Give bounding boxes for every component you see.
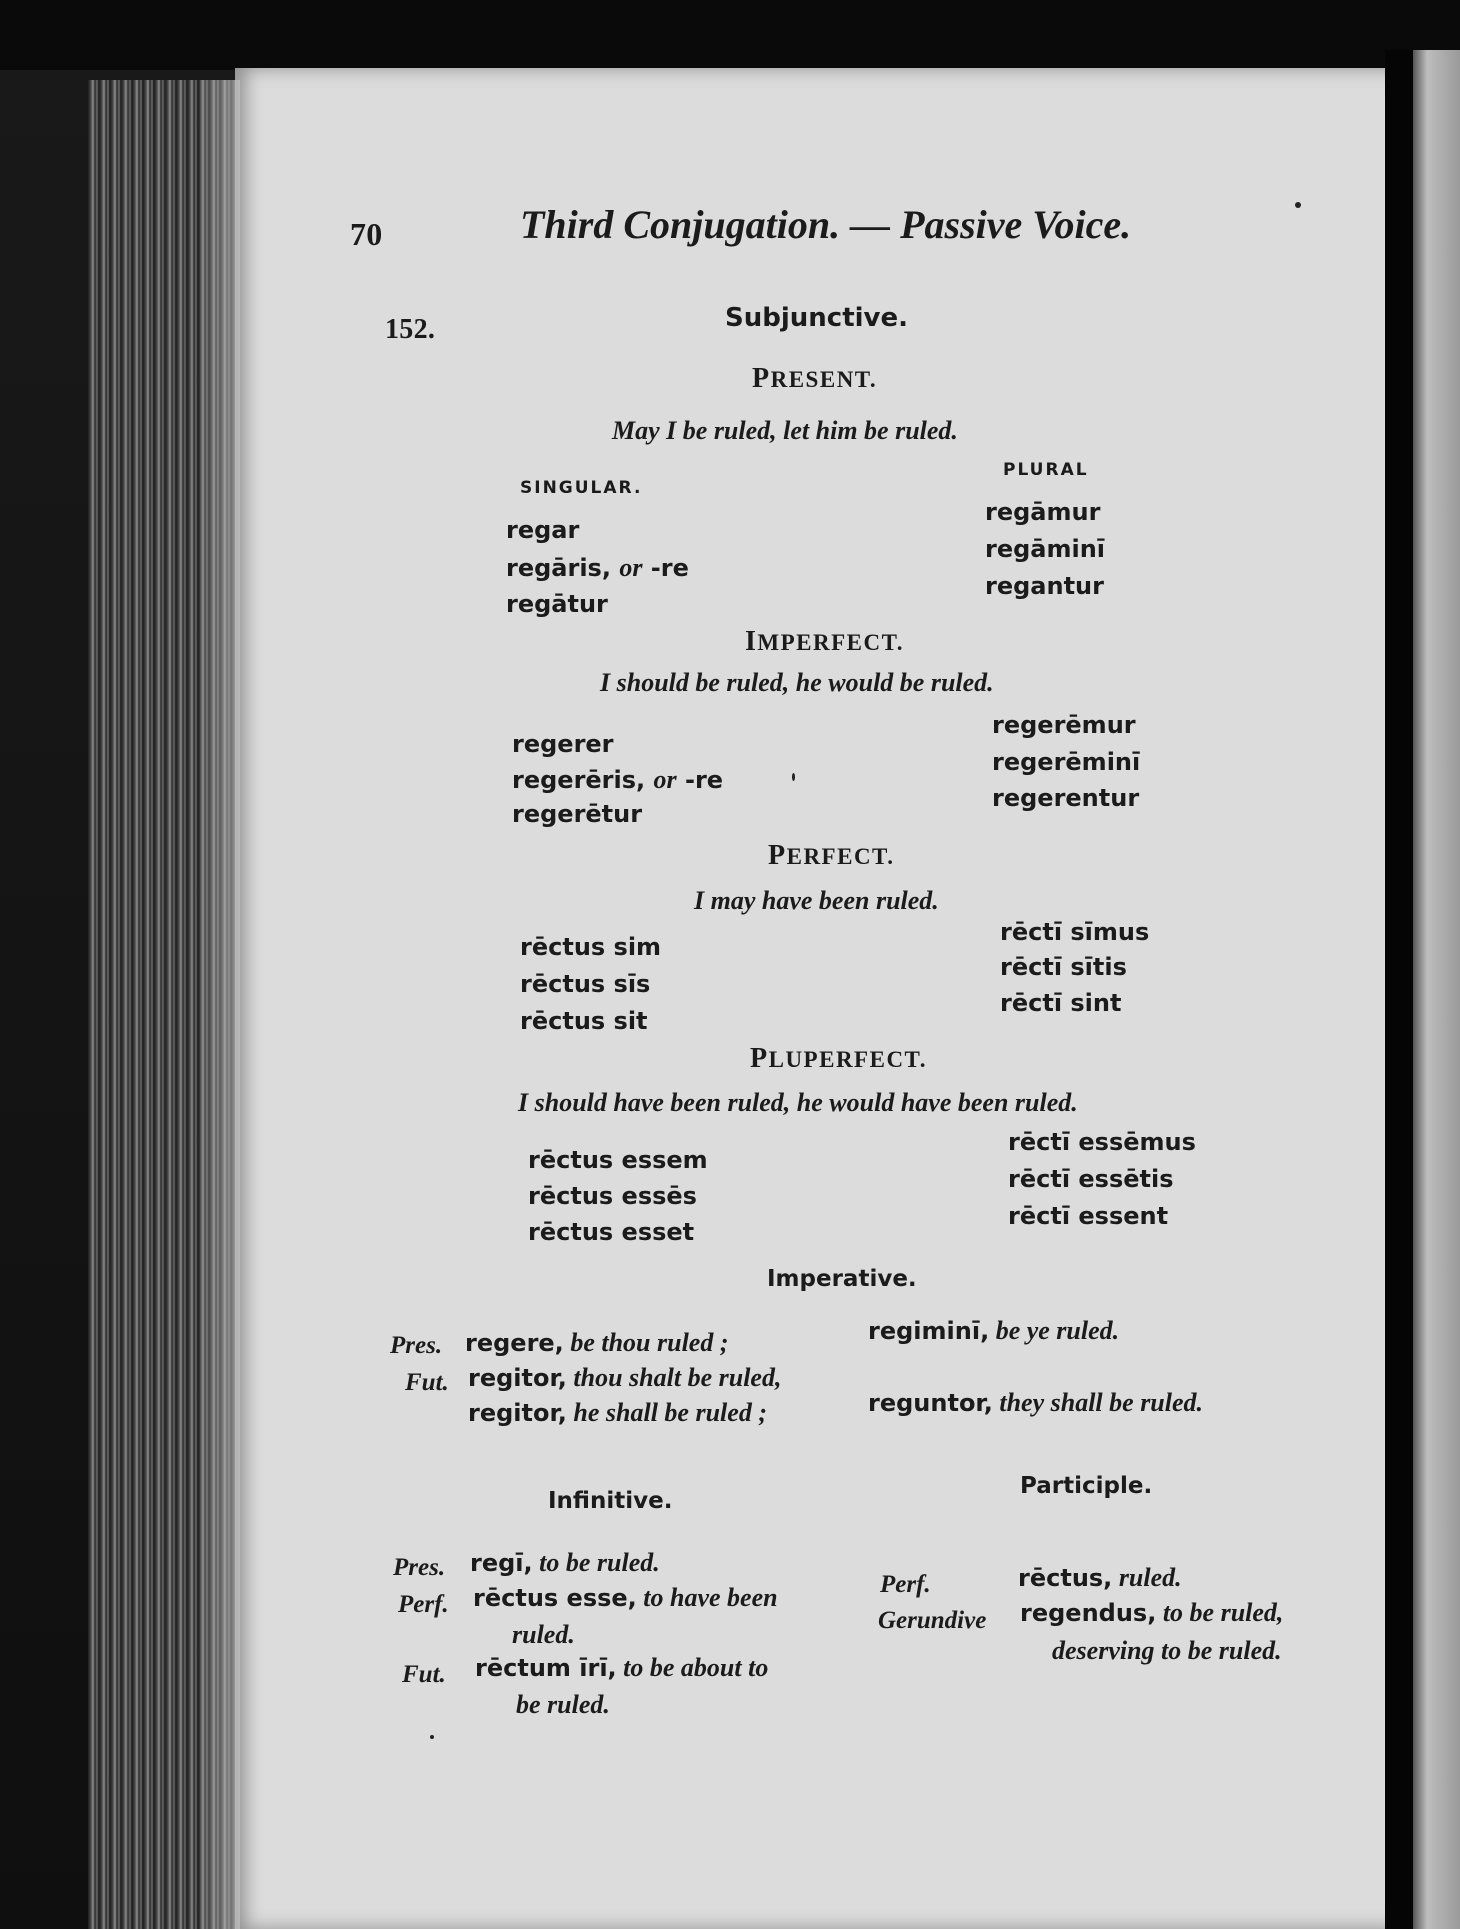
pluperfect-plural-1: rēctī essēmus [1008, 1128, 1196, 1156]
pluperfect-plural-3: rēctī essent [1008, 1202, 1169, 1230]
plural-label: PLURAL [1003, 460, 1089, 480]
page-number: 70 [350, 216, 383, 252]
pluperfect-singular-2: rēctus essēs [528, 1182, 697, 1210]
mood-heading-imperative: Imperative. [767, 1266, 917, 1292]
imperative-pres-singular: regere, be thou ruled ; [465, 1328, 729, 1357]
scan-speck [1295, 202, 1301, 208]
participle-gerundive: regendus, to be ruled, [1020, 1598, 1284, 1627]
perfect-singular-1: rēctus sim [520, 933, 662, 961]
present-translation: May I be ruled, let him be ruled. [612, 416, 958, 445]
pluperfect-singular-3: rēctus esset [528, 1218, 695, 1246]
infinitive-pres-label: Pres. [393, 1554, 446, 1581]
running-title: Third Conjugation. — Passive Voice. [520, 202, 1132, 247]
perfect-translation: I may have been ruled. [694, 886, 939, 915]
infinitive-perf-gloss-cont: ruled. [512, 1620, 575, 1649]
participle-perf: rēctus, ruled. [1018, 1563, 1182, 1592]
present-singular-2: regāris, or -re [506, 553, 689, 582]
perfect-plural-3: rēctī sint [1000, 989, 1122, 1017]
tense-heading-pluperfect: PLUPERFECT. [750, 1043, 927, 1074]
participle-gerundive-label: Gerundive [878, 1607, 987, 1634]
imperfect-translation: I should be ruled, he would be ruled. [600, 668, 994, 697]
infinitive-perf-label: Perf. [398, 1591, 449, 1618]
present-plural-2: regāminī [985, 535, 1106, 563]
imperfect-singular-3: regerētur [512, 800, 643, 828]
infinitive-fut-gloss-cont: be ruled. [516, 1690, 610, 1719]
participle-heading: Participle. [1020, 1473, 1153, 1499]
present-singular-1: regar [506, 516, 580, 544]
imperative-pres-label: Pres. [390, 1332, 443, 1359]
next-page-edge [1413, 50, 1460, 1929]
infinitive-heading: Infinitive. [548, 1488, 673, 1514]
perfect-singular-2: rēctus sīs [520, 970, 651, 998]
perfect-plural-2: rēctī sītis [1000, 953, 1127, 981]
pluperfect-singular-1: rēctus essem [528, 1146, 708, 1174]
imperfect-plural-2: regerēminī [992, 748, 1141, 776]
present-plural-3: regantur [985, 572, 1104, 600]
tense-heading-perfect: PERFECT. [768, 840, 895, 871]
present-plural-1: regāmur [985, 498, 1101, 526]
tense-heading-present: PRESENT. [752, 363, 878, 394]
imperfect-singular-1: regerer [512, 730, 614, 758]
perfect-plural-1: rēctī sīmus [1000, 918, 1150, 946]
imperfect-singular-2: regerēris, or -re [512, 765, 724, 794]
pluperfect-translation: I should have been ruled, he would have been ruled. [518, 1088, 1078, 1117]
page-gutter [1385, 50, 1413, 1929]
binding-shadow [200, 80, 240, 1929]
participle-gerundive-gloss-cont: deserving to be ruled. [1052, 1636, 1282, 1665]
participle-perf-label: Perf. [880, 1571, 931, 1598]
tense-heading-imperfect: IMPERFECT. [745, 626, 904, 657]
infinitive-fut: rēctum īrī, to be about to [475, 1653, 769, 1682]
singular-label: SINGULAR. [520, 478, 643, 498]
imperative-fut-plural: reguntor, they shall be ruled. [868, 1388, 1204, 1417]
section-number: 152. [385, 314, 436, 345]
imperative-pres-plural: regiminī, be ye ruled. [868, 1316, 1120, 1345]
infinitive-fut-label: Fut. [402, 1661, 446, 1688]
imperfect-plural-1: regerēmur [992, 711, 1136, 739]
present-singular-3: regātur [506, 590, 608, 618]
scan-speck [792, 773, 795, 781]
mood-heading-subjunctive: Subjunctive. [725, 303, 908, 333]
imperative-fut-label: Fut. [405, 1369, 449, 1396]
infinitive-pres: regī, to be ruled. [470, 1548, 660, 1577]
perfect-singular-3: rēctus sit [520, 1007, 648, 1035]
imperative-fut-singular-2: regitor, thou shalt be ruled, [468, 1363, 782, 1392]
imperfect-plural-3: regerentur [992, 784, 1140, 812]
imperative-fut-singular-3: regitor, he shall be ruled ; [468, 1398, 767, 1427]
infinitive-perf: rēctus esse, to have been [473, 1583, 778, 1612]
scan-speck [430, 1735, 434, 1739]
pluperfect-plural-2: rēctī essētis [1008, 1165, 1174, 1193]
